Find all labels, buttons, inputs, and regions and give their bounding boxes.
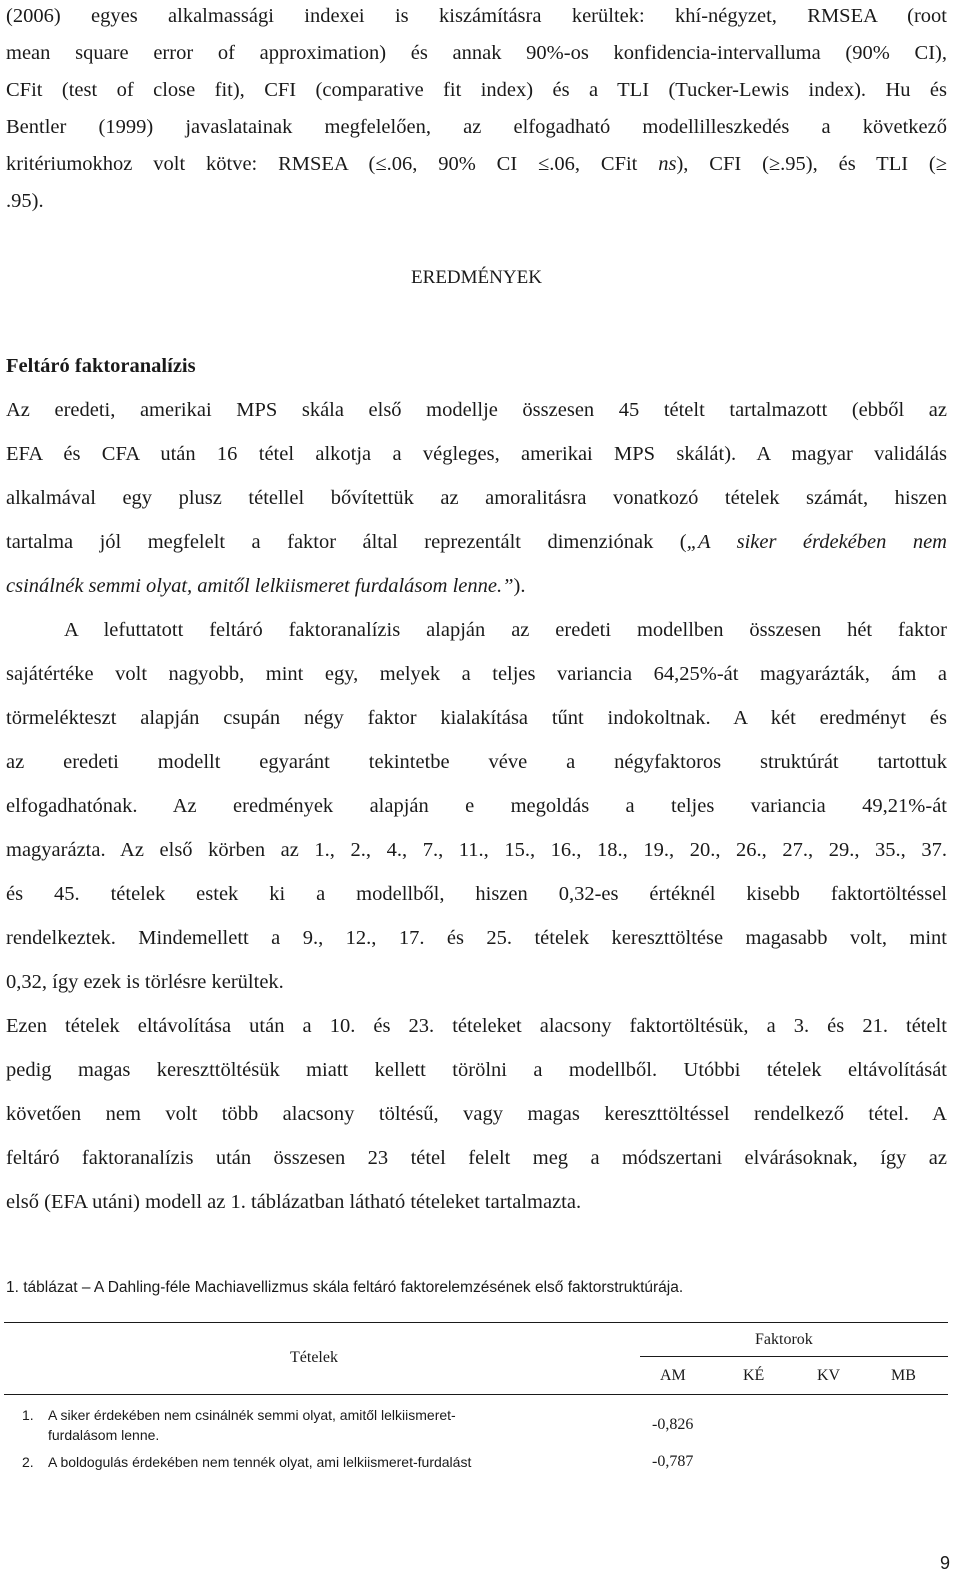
factor-col-kv: KV	[817, 1367, 841, 1384]
intro-line-5-a: kritériumokhoz volt kötve: RMSEA (≤.06, 90% CI ≤.06, CFit	[6, 153, 659, 175]
p2-line-8: rendelkeztek. Mindemellett a 9., 12., 17. és 25. tételek kereszttöltése magasabb volt, mint	[6, 927, 947, 949]
p2-line-6: magyarázta. Az első körben az 1., 2., 4., 7., 11., 15., 16., 18., 19., 20., 26., 27., 29., 35., 37.	[6, 839, 947, 861]
row-text-line-1: A siker érdekében nem csinálnék semmi olyat, amitől lelkiismeret-	[48, 1407, 456, 1423]
p1-line-4-quote: „A siker érdekében nem	[686, 531, 947, 553]
intro-line-5	[6, 152, 947, 176]
intro-line-6: .95).	[6, 190, 44, 212]
p1-line-3: alkalmával egy plusz tétellel bővítettük az amoralitásra vonatkozó tételek számát, hiszen	[6, 487, 947, 509]
p3-line-3: követően nem volt több alacsony töltésű, vagy magas kereszttöltéssel rendelkező tétel. A	[6, 1103, 947, 1125]
row-am-value: -0,787	[652, 1453, 694, 1470]
intro-line-2: mean square error of approximation) és annak 90%-os konfidencia-intervalluma (90% CI),	[6, 42, 947, 64]
intro-line-3: CFit (test of close fit), CFI (comparative fit index) és a TLI (Tucker-Lewis index). Hu és	[6, 79, 947, 101]
p1-line-5	[6, 574, 947, 598]
p2-line-9: 0,32, így ezek is törlésre kerültek.	[6, 971, 284, 993]
table-header-rule	[4, 1394, 948, 1395]
table-top-rule	[4, 1322, 948, 1323]
p2-line-5: elfogadhatónak. Az eredmények alapján e megoldás a teljes variancia 49,21%-át	[6, 795, 947, 817]
row-am-value: -0,826	[652, 1416, 694, 1433]
row-text-line-1: A boldogulás érdekében nem tennék olyat, ami lelkiismeret-furdalást	[48, 1454, 472, 1470]
row-number: 2.	[22, 1454, 34, 1470]
factor-col-am: AM	[660, 1367, 686, 1384]
p2-line-3: törmelékteszt alapján csupán négy faktor kialakítása tűnt indokoltnak. A két eredményt és	[6, 707, 947, 729]
intro-line-5-b: ), CFI (≥.95), és TLI (≥	[676, 153, 947, 175]
p1-line-1: Az eredeti, amerikai MPS skála első modellje összesen 45 tételt tartalmazott (ebből az	[6, 399, 947, 421]
p1-line-5-quote: csinálnék semmi olyat, amitől lelkiismeret furdalásom lenne.”	[6, 575, 514, 597]
table-caption: 1. táblázat – A Dahling-féle Machiavellizmus skála feltáró faktorelemzésének első faktorstruktúrája.	[6, 1279, 684, 1296]
p2-line-1: A lefuttatott feltáró faktoranalízis alapján az eredeti modellben összesen hét faktor	[64, 619, 947, 641]
intro-line-1: (2006) egyes alkalmassági indexei is kiszámításra kerültek: khí-négyzet, RMSEA (root	[6, 5, 947, 27]
p1-line-4-a: tartalma jól megfelelt a faktor által reprezentált dimenziónak (	[6, 531, 687, 553]
row-number: 1.	[22, 1407, 34, 1423]
intro-line-5-ns: ns	[658, 153, 677, 175]
p2-line-4: az eredeti modellt egyaránt tekintetbe véve a négyfaktoros struktúrát tartottuk	[6, 751, 947, 773]
p2-line-7: és 45. tételek estek ki a modellből, hiszen 0,32-es értéknél kisebb faktortöltéssel	[6, 883, 947, 905]
page-number: 9	[939, 1553, 950, 1573]
p3-line-4: feltáró faktoranalízis után összesen 23 tétel felelt meg a módszertani elvárásoknak, így az	[6, 1147, 947, 1169]
efa-heading: Feltáró faktoranalízis	[6, 355, 196, 377]
p3-line-1: Ezen tételek eltávolítása után a 10. és 23. tételeket alacsony faktortöltésük, a 3. és 21. tételt	[6, 1015, 947, 1037]
items-header: Tételek	[290, 1349, 338, 1366]
row-text-line-2: furdalásom lenne.	[48, 1427, 160, 1443]
factors-under-rule	[640, 1356, 948, 1357]
p2-line-2: sajátértéke volt nagyobb, mint egy, melyek a teljes variancia 64,25%-át magyarázták, ám a	[6, 663, 947, 685]
intro-line-4: Bentler (1999) javaslatainak megfelelően, az elfogadható modellilleszkedés a következő	[6, 116, 947, 138]
factor-col-mb: MB	[891, 1367, 916, 1384]
p1-line-5-b: ).	[513, 575, 526, 597]
factors-header: Faktorok	[755, 1331, 813, 1348]
p1-line-4	[6, 530, 947, 554]
p1-line-2: EFA és CFA után 16 tétel alkotja a végleges, amerikai MPS skálát). A magyar validálás	[6, 443, 947, 465]
factor-col-ke: KÉ	[743, 1367, 765, 1384]
p3-line-2: pedig magas kereszttöltésük miatt kellett törölni a modellből. Utóbbi tételek eltávolítását	[6, 1059, 947, 1081]
results-heading: EREDMÉNYEK	[411, 267, 542, 288]
p3-line-5: első (EFA utáni) modell az 1. táblázatban látható tételeket tartalmazta.	[6, 1191, 582, 1213]
